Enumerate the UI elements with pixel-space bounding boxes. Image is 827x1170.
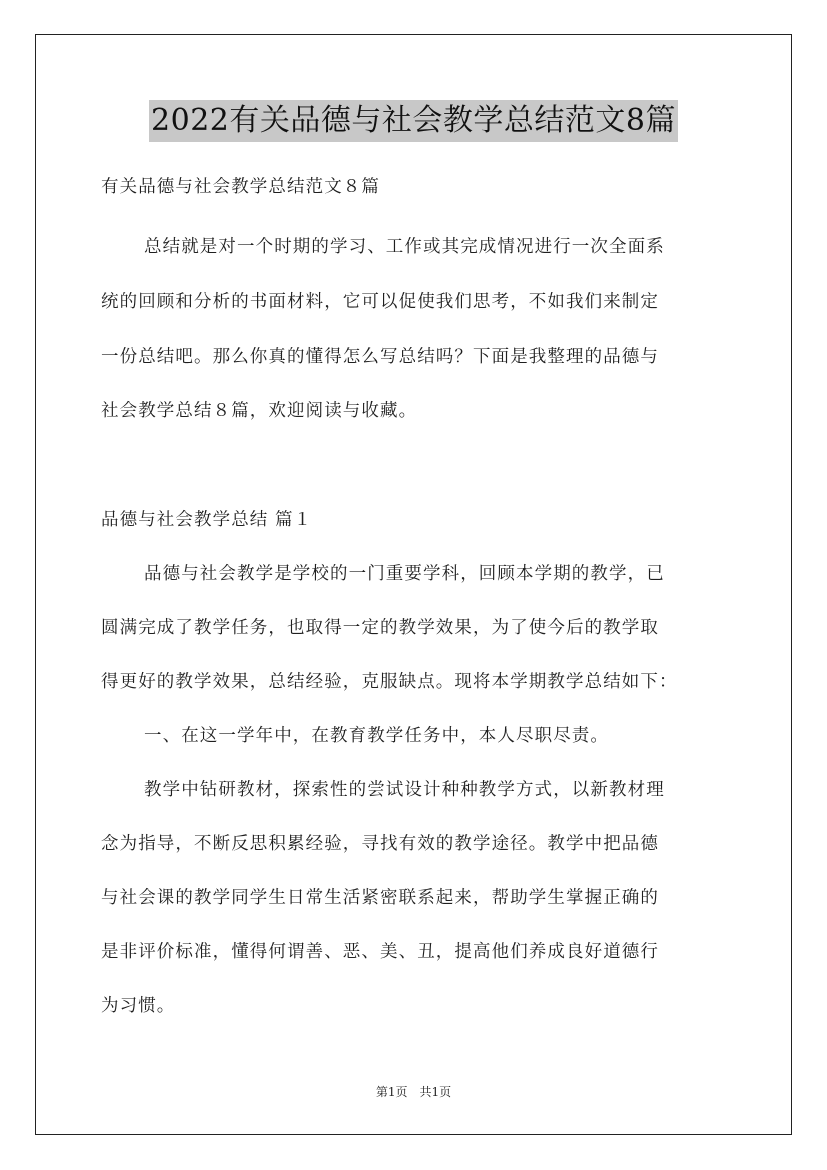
paragraph-line: 品德与社会教学是学校的一门重要学科，回顾本学期的教学，已 [144, 564, 665, 584]
title-container [0, 100, 827, 142]
paragraph-line: 念为指导，不断反思积累经验，寻找有效的教学途径。教学中把品德 [101, 834, 659, 854]
subtitle: 有关品德与社会教学总结范文８篇 [101, 177, 380, 197]
paragraph-line: 一、在这一学年中，在教育教学任务中，本人尽职尽责。 [144, 726, 609, 746]
intro-line: 社会教学总结８篇，欢迎阅读与收藏。 [101, 401, 418, 421]
paragraph-line: 是非评价标准，懂得何谓善、恶、美、丑，提高他们养成良好道德行 [101, 942, 659, 962]
paragraph-line: 为习惯。 [101, 996, 176, 1016]
paragraph-line: 圆满完成了教学任务，也取得一定的教学效果，为了使今后的教学取 [101, 618, 659, 638]
intro-line: 总结就是对一个时期的学习、工作或其完成情况进行一次全面系 [144, 237, 665, 257]
paragraph-line: 教学中钻研教材，探索性的尝试设计种种教学方式，以新教材理 [144, 780, 665, 800]
intro-line: 一份总结吧。那么你真的懂得怎么写总结吗？下面是我整理的品德与 [101, 347, 659, 367]
paragraph-line: 得更好的教学效果，总结经验，克服缺点。现将本学期教学总结如下： [101, 672, 678, 692]
page-number: 第1页 共1页 [375, 1085, 452, 1099]
paragraph-line: 与社会课的教学同学生日常生活紧密联系起来，帮助学生掌握正确的 [101, 888, 659, 908]
document-title: 2022有关品德与社会教学总结范文8篇 [149, 100, 678, 142]
intro-line: 统的回顾和分析的书面材料，它可以促使我们思考，不如我们来制定 [101, 292, 659, 312]
section-heading: 品德与社会教学总结 篇１ [101, 510, 313, 530]
